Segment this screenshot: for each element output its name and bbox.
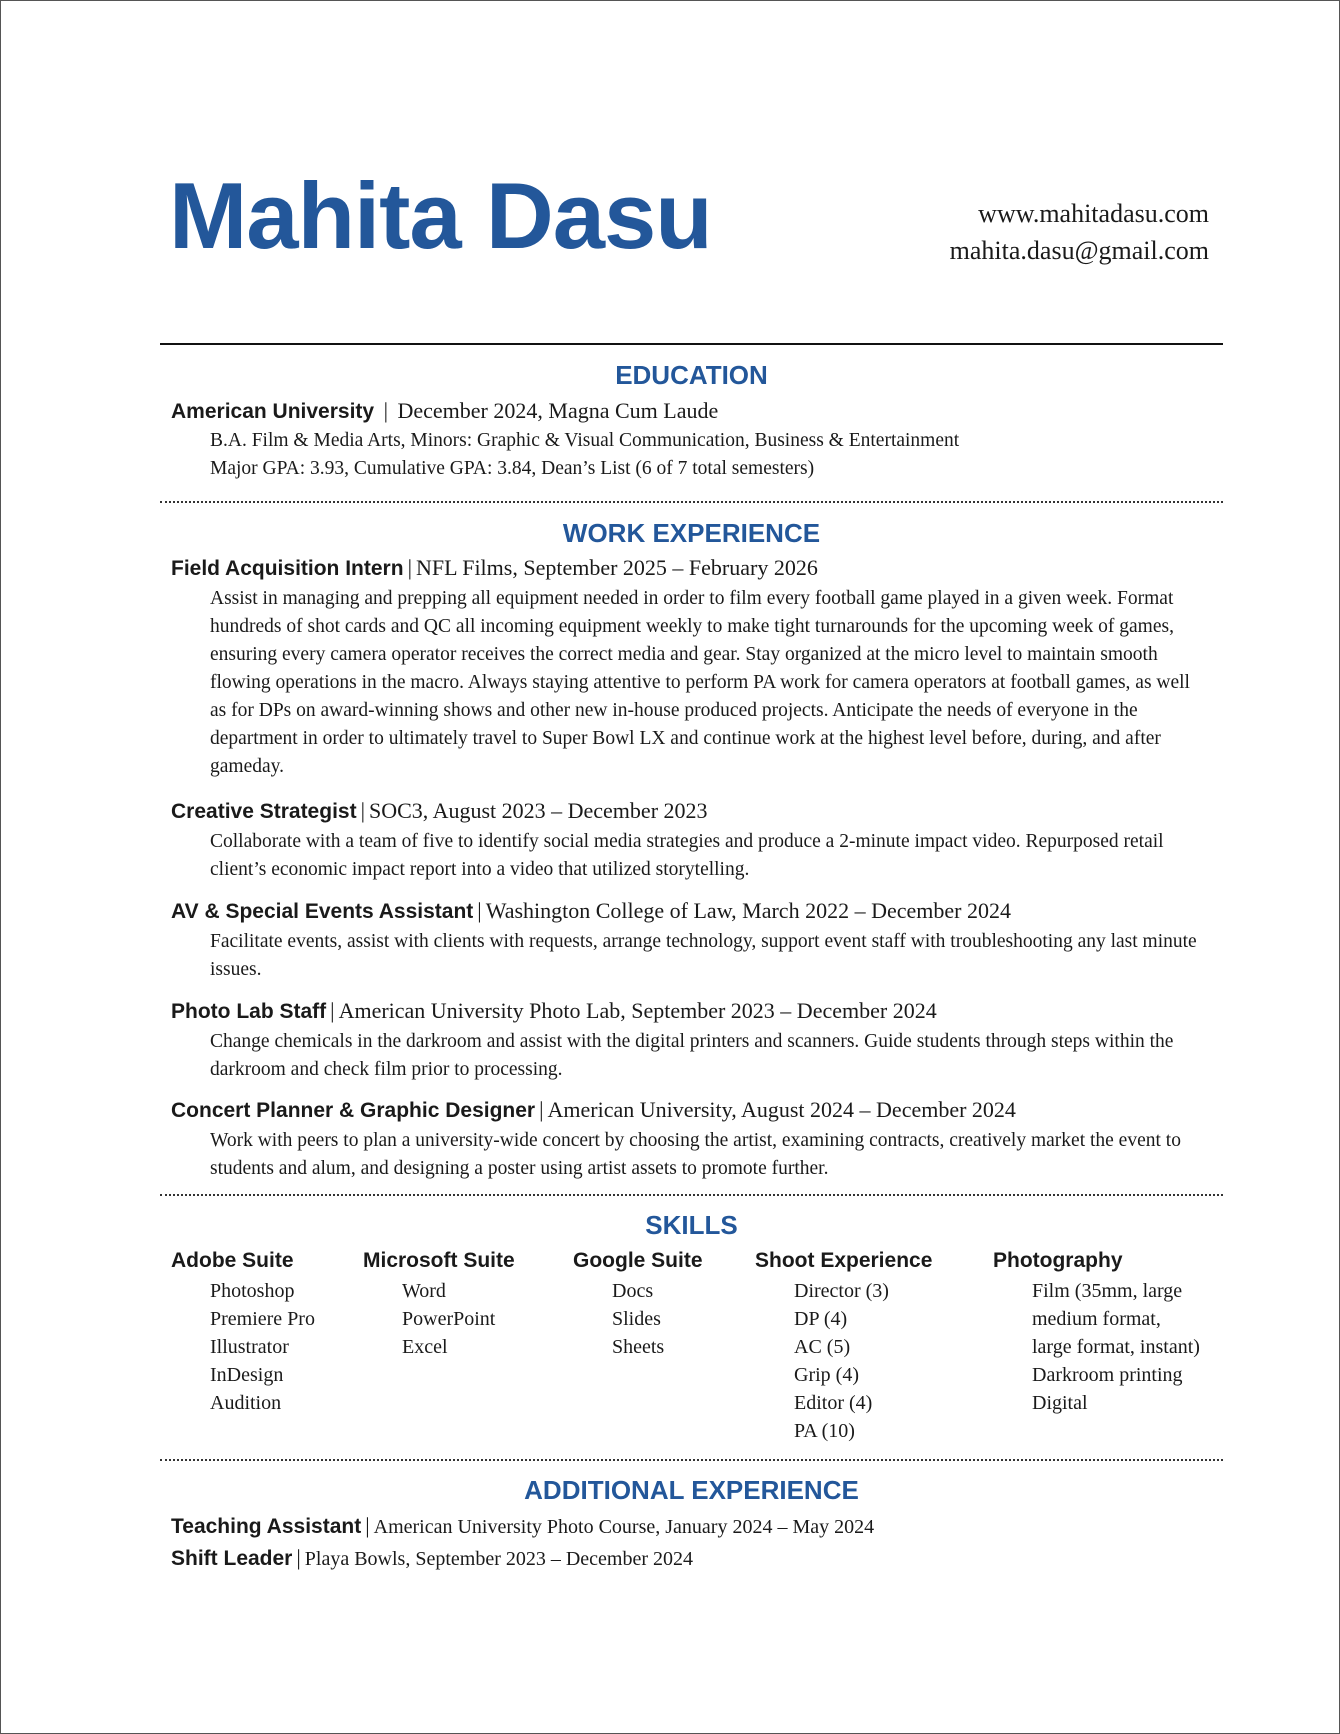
job-role: Concert Planner & Graphic Designer: [171, 1099, 536, 1122]
skill-item: Sheets: [612, 1336, 665, 1358]
section-title-additional: ADDITIONAL EXPERIENCE: [524, 1475, 859, 1505]
job-heading: [171, 1096, 1016, 1125]
skill-item: Photoshop: [210, 1280, 295, 1302]
job-detail: American University Photo Lab, September 2023 – December 2024: [338, 998, 937, 1023]
skill-heading: Adobe Suite: [171, 1249, 294, 1272]
job-description-text: Collaborate with a team of five to identify social media strategies and produce a 2-minute impact video. Repurposed retail client’s economic impact report into a video that utilized storytelling.: [210, 831, 1164, 880]
skill-item: Darkroom printing: [1032, 1364, 1183, 1386]
separator: |: [477, 898, 482, 923]
skill-heading: Photography: [993, 1249, 1123, 1272]
job-description-text: Change chemicals in the darkroom and assist with the digital printers and scanners. Guide students through steps within the darkroom and check film prior to processing.: [210, 1031, 1174, 1080]
separator: |: [330, 998, 335, 1023]
skill-item: Docs: [612, 1280, 654, 1302]
skill-item: PA (10): [794, 1420, 855, 1442]
additional-item: [171, 1544, 693, 1573]
education-details: [210, 427, 1220, 483]
header-divider: [160, 343, 1223, 345]
skill-item: Digital: [1032, 1392, 1088, 1414]
education-detail: December 2024, Magna Cum Laude: [397, 398, 719, 423]
separator: |: [365, 1513, 370, 1538]
skill-item: Slides: [612, 1308, 661, 1330]
separator: |: [360, 798, 365, 823]
job-description: [210, 585, 1210, 781]
section-title-skills: SKILLS: [645, 1210, 738, 1240]
job-heading: [171, 997, 937, 1026]
job-description: [210, 1028, 1190, 1084]
job-detail: Washington College of Law, March 2022 – December 2024: [485, 898, 1011, 923]
job-role: Creative Strategist: [171, 800, 357, 823]
section-divider: [160, 1194, 1223, 1196]
job-role: Photo Lab Staff: [171, 1000, 327, 1023]
section-title-education: EDUCATION: [615, 360, 768, 390]
gpa-line: Major GPA: 3.93, Cumulative GPA: 3.84, Dean’s List (6 of 7 total semesters): [210, 458, 815, 479]
additional-item: [171, 1512, 874, 1541]
job-role: Field Acquisition Intern: [171, 557, 404, 580]
additional-detail: Playa Bowls, September 2023 – December 2024: [304, 1548, 694, 1570]
skill-item: Director (3): [794, 1280, 889, 1302]
skill-item: Word: [402, 1280, 446, 1302]
separator: |: [407, 555, 412, 580]
job-description: [210, 928, 1220, 984]
job-heading: [171, 897, 1011, 926]
section-title-work: WORK EXPERIENCE: [562, 518, 821, 548]
website-link[interactable]: www.mahitadasu.com: [978, 199, 1209, 228]
skill-item: Film (35mm, large: [1032, 1280, 1183, 1302]
skill-heading: Microsoft Suite: [363, 1249, 515, 1272]
job-description: [210, 828, 1220, 884]
job-description: [210, 1127, 1210, 1183]
additional-role: Teaching Assistant: [171, 1515, 362, 1538]
degree-line: B.A. Film & Media Arts, Minors: Graphic & Visual Communication, Business & Entertainment: [210, 430, 960, 451]
skill-item: medium format,: [1032, 1308, 1161, 1330]
separator: |: [539, 1097, 544, 1122]
email-link[interactable]: mahita.dasu@gmail.com: [949, 236, 1209, 265]
skill-item: Excel: [402, 1336, 448, 1358]
skill-item: Premiere Pro: [210, 1308, 315, 1330]
skill-column-google: [573, 1247, 703, 1361]
separator: |: [296, 1545, 301, 1570]
skill-item: Editor (4): [794, 1392, 873, 1414]
skill-column-adobe: [171, 1247, 315, 1417]
skill-heading: Google Suite: [573, 1249, 703, 1272]
job-detail: NFL Films, September 2025 – February 2026: [415, 555, 818, 580]
additional-role: Shift Leader: [171, 1547, 293, 1570]
skill-item: Audition: [210, 1392, 282, 1414]
skill-item: PowerPoint: [402, 1308, 496, 1330]
job-heading: [171, 797, 708, 826]
skill-column-photography: [993, 1247, 1200, 1417]
job-description-text: Facilitate events, assist with clients with requests, arrange technology, support event staff with troubleshooting any last minute issues.: [210, 931, 1197, 980]
contact-block: [950, 195, 1209, 269]
skill-heading: Shoot Experience: [755, 1249, 933, 1272]
section-divider: [160, 501, 1223, 503]
skill-item: DP (4): [794, 1308, 848, 1330]
job-heading: [171, 554, 818, 583]
job-description-text: Work with peers to plan a university-wide concert by choosing the artist, examining contracts, creatively market the event to students and alum, and designing a poster using artist assets to promote further.: [210, 1130, 1181, 1179]
section-divider: [160, 1459, 1223, 1461]
skill-item: AC (5): [794, 1336, 851, 1358]
candidate-name: Mahita Dasu: [169, 163, 712, 268]
school-name: American University: [171, 400, 375, 423]
job-description-text: Assist in managing and prepping all equipment needed in order to film every football game played in a given week. Format hundreds of shot cards and QC all incoming equipment weekly to make tight turnarounds for the upcoming week of games, ensuring every camera operator receives the correct media and gear. Stay organized at the micro level to maintain smooth flowing operations in the macro. Always staying attentive to perform PA work for camera operators at football games, as well as for DPs on award-winning shows and other new in-house produced projects. Anticipate the needs of everyone in the department in order to ultimately travel to Super Bowl LX and continue work at the highest level before, during, and after gameday.: [210, 588, 1190, 777]
skill-item: large format, instant): [1032, 1336, 1200, 1358]
separator: |: [383, 398, 388, 423]
skill-item: InDesign: [210, 1364, 284, 1386]
skill-item: Illustrator: [210, 1336, 289, 1358]
job-role: AV & Special Events Assistant: [171, 900, 474, 923]
skill-column-shoot: [755, 1247, 932, 1445]
job-detail: SOC3, August 2023 – December 2023: [368, 798, 708, 823]
skill-column-microsoft: [363, 1247, 515, 1361]
skill-item: Grip (4): [794, 1364, 859, 1386]
education-heading: [171, 397, 718, 426]
job-detail: American University, August 2024 – December 2024: [547, 1097, 1016, 1122]
additional-detail: American University Photo Course, January 2024 – May 2024: [373, 1516, 875, 1538]
